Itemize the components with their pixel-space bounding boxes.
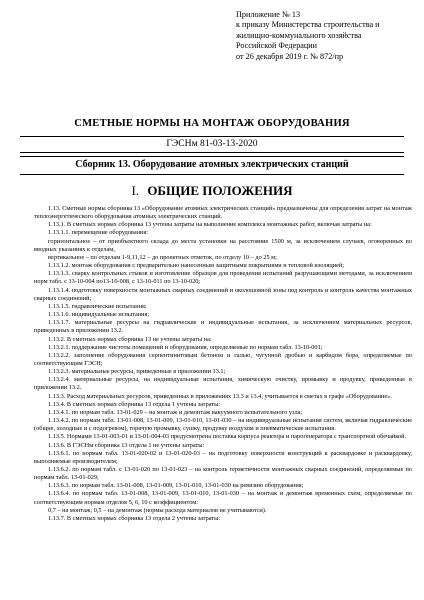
body-paragraph: 1.13.2. В сметных нормах сборника 13 не учтены затраты на: xyxy=(48,335,212,343)
body-paragraph: 1.13.2.3. материальные ресурсы, приведенные в приложении 13.1; xyxy=(48,368,226,376)
appendix-line: Приложение № 13 xyxy=(236,10,301,19)
body-paragraph: 1.13.7. В сметных нормах сборника 13 отдела 2 учтены затраты: xyxy=(48,514,221,522)
body-paragraph: 1.13.1.6. индивидуальные испытания; xyxy=(48,311,150,319)
body-paragraph: 1.13.4.2. по нормам табл. 13-01-008, 13-01-009, 13-01-010, 13-01-030 – на индивидуальные испытания систем, включая гидравлические (общие, холодные и с подогревом), горячую промывку, сушку, продувку воздухом и пневматические испытания. xyxy=(34,417,412,433)
body-paragraph: 0,7 – на монтаж; 0,5 – на демонтаж (нормы расхода материалов не учитываются). xyxy=(48,506,267,514)
body-paragraph: 1.13.5. Нормами 13-01-003-01 и 13-01-004-03 предусмотрена поставка корпуса реактора и парогенератора с транспортной обечайкой. xyxy=(48,433,407,441)
body-paragraph: 1.13.1.2. монтаж оборудования с предварительно нанесенным защитными покрытиями и тепловой изоляцией; xyxy=(48,262,345,270)
appendix-line: жилищно-коммунального хозяйства xyxy=(236,30,362,40)
publisher-stamp xyxy=(0,510,12,590)
section-number: I. xyxy=(131,183,140,198)
collection-title: Сборник 13. Оборудование атомных электрических станций xyxy=(20,156,404,175)
body-paragraph: 1.13.1.5. гидравлические испытания; xyxy=(48,302,147,310)
body-paragraph: 1.13.3. Расход материальных ресурсов, приведенных в приложениях 13.3 и 13.4, учитывается в сметах в графе «Оборудование». xyxy=(48,392,392,400)
section-heading xyxy=(0,183,424,199)
body-paragraph: 1.13.1.1. перемещение оборудования: xyxy=(48,229,148,237)
body-paragraph: 1.13. Сметные нормы сборника 13 «Оборудование атомных электрических станций» предназначены для определения затрат на монтаж теплоэнергетического оборудования атомных электрических станций. xyxy=(34,205,412,221)
body-paragraph: 1.13.1. В сметных нормах сборника 13 учтены затраты на выполнение комплекса монтажных работ, включая затраты на: xyxy=(48,221,372,229)
body-paragraph: 1.13.6.3. по нормам табл. 13-01-008, 13-01-009, 13-01-010, 13-01-030 на ревизию оборудования; xyxy=(48,482,304,490)
body-paragraph: 1.13.6.1. по нормам табл. 13-01-020-02 и 13-01-020-03 – на подготовку поверхности конструкций к расквардовке и расквардовку, выполняемые производителем; xyxy=(34,449,412,465)
body-paragraph: 1.13.1.7. материальные ресурсы на гидравлические и индивидуальные испытания, за исключением материальных ресурсов, приведенных в приложении 13.2. xyxy=(34,319,412,335)
document-title: СМЕТНЫЕ НОРМЫ НА МОНТАЖ ОБОРУДОВАНИЯ xyxy=(74,118,350,129)
body-paragraph: 1.13.4.1. по нормам табл. 13-01-029 – на монтаж и демонтаж вакуумного испытательного узла; xyxy=(48,408,303,416)
section-title-text: ОБЩИЕ ПОЛОЖЕНИЯ xyxy=(147,183,293,198)
body-paragraph: 1.13.6.4. по нормам табл. 13-01-008, 13-01-009, 13-01-010, 13-01-030 – на монтаж и демонтаж временных схем, определяемые по соответствующим нормам отделов 5, 6, 10 с коэффициентом: xyxy=(34,490,412,506)
body-paragraph: 1.13.6.2. по нормам табл. с 13-01-020 по 13-01-023 – на контроль герметичности монтажных сварных соединений, определяемые по нормам табл. 13-01-029; xyxy=(34,466,412,482)
appendix-line: Российской Федерации xyxy=(236,41,318,51)
body-paragraph: горизонтальное – от приобъектного склада до места установки на расстояние 1500 м, за исключением случаев, оговоренных во вводных указаниях к отделам, xyxy=(34,237,412,253)
body-paragraph: 1.13.4. В сметных нормах сборника 13 отдела 1 учтены затраты: xyxy=(48,400,221,408)
body-paragraph: 1.13.2.1. поддержание чистоты помещений и оборудования, определяемые по нормам табл. 13-10-001; xyxy=(48,343,323,351)
body-paragraph: 1.13.6. В ГЭСНм сборника 13 отдела 1 не учтены затраты: xyxy=(48,441,205,449)
body-paragraph: вертикальное – по отделам 1-9,11,12 – до проектных отметок, по отделу 10 – до 25 м; xyxy=(48,253,277,261)
body-paragraph: 1.13.2.4. материальные ресурсы, на индивидуальные испытания, химическую очистку, промывку и продувку, приведенные в приложении 13.2. xyxy=(34,376,412,392)
norm-code: ГЭСНм 81-03-13-2020 xyxy=(20,136,404,153)
body-paragraph: 1.13.1.3. сварку контрольных стыков и изготовление образцов для проведения испытаний разрушающими методами, за исключением норм табл. с 13-10-004 по13-10-008, с 13-10-011 по 13-10-020; xyxy=(34,270,412,286)
appendix-header xyxy=(236,10,416,62)
appendix-line: от 26 декабря 2019 г. № 872/пр xyxy=(236,51,344,61)
body-paragraph: 1.13.1.4. подготовку поверхности монтажных сварных соединений и околошовной зоны под контроль и контроль качества монтажных сварных соединений; xyxy=(34,286,412,302)
appendix-line: к приказу Министерства строительства и xyxy=(236,20,380,30)
body-paragraph: 1.13.2.2. заполнение оборудования серпентинитовым бетоном и галью, чугунной дробью и карбидом бора, определяемые по соответствующим ГЭСН; xyxy=(34,351,412,367)
document-body xyxy=(34,205,412,523)
